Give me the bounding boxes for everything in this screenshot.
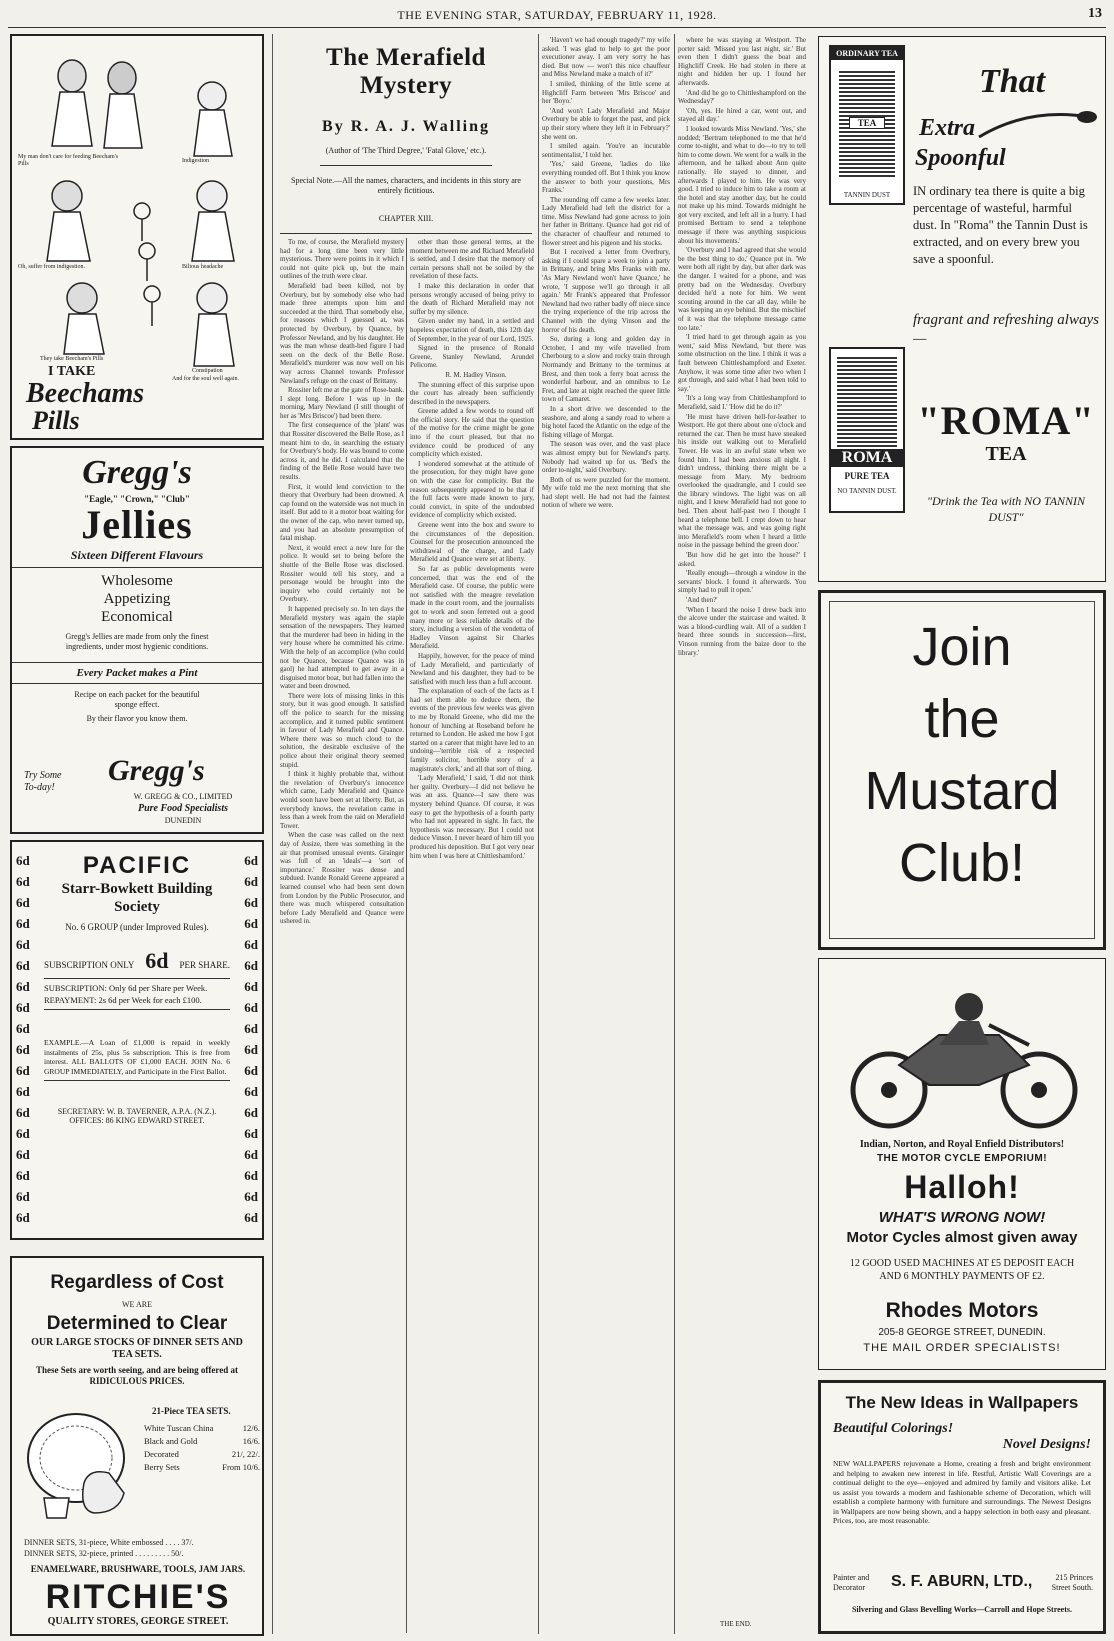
- tea-set-row: Black and Gold 16/6.: [144, 1436, 260, 1446]
- story-column-1: To me, of course, the Merafield mystery had for a long time been very little mysterious. There were points in it which I could not quite pick up, but the main outlines of the truth were clear. Merafield had been killed, not by Overbury, but by somebody else who had made three attempts upon him and succeeded at the third. That somebody else, for reasons which I guessed at, was protected by Overbury, by Quance, by Professor Newland, and by his daughter. He was the man whose death-bed figure I had seen on the deck of the Belle Rose. Merafield's murderer was now well on his way across Channel towards Professor Newland's refuge on the coast of Brittany. Rossiter left me at the gate of Rose-bank. I slept long. Before I was up in the morning, Mary Newland (I still thought of her as 'Mrs Briscoe') had been there. The first consequence of the 'plant' was that Rossiter discovered the Belle Rose, as I meant him to do, in searching the estuary for Overbury's body. He was bound to come across it, and he did. I calculated that the finding of the Belle Rose would have two results. First, it would lend conviction to the theory that Overbury had been drowned. A cap found on the waterside was not much in itself. But add to it a motor boat waiting for the owner of the cap, who never turned up, and you had an absolute presumption of fatal mishap. Next, it would erect a new lure for the police. It would set to being before the shuttle of the Belle Rose was disclosed. Rossiter would tell his story, and a personage would be brought into the inquiry who could certainly not be Overbury. It happened precisely so. In ten days the Merafield mystery was again the staple sensation of the newspapers. They learned that the murderer had been in hiding in the very house where he committed his crime. With the help of an accomplice (who could not be Quance, because Quance was in gaol) he had attempted to get away in a disguised motor boat, but had fallen into the water and been drowned. There were lots of missing links in this story, but it was good enough. It satisfied off the police to search for the missing accomplice, and it turned public sentiment in favour of Lady Merafield and Quance. Where there was so much cloud to the solution, the desirable exclusive of the police about their original theory seemed stupid. I think it highly probable that, without the revelation of Overbury's innocence which came, Lady Merafield and Quance would soon have been set at liberty. But, as everybody knows, the revelation came in less than a week from the raid on Merafield Tower. When the case was called on the next day of Assize, there was something in the air that promised unusual events. Grainger was full of an 'ideals'—a 'sort of importance.' Rossiter was dense and subdued. Ivande Ronald Greene appeared a learned counsel who had been sent down from London by the Public Prosecutor, and there was much whispered consultation before Lady Merafield and Quance were ushered in.: [280, 238, 404, 926]
- header-rule: [8, 27, 1106, 28]
- column-rule: [538, 34, 539, 1634]
- greggs-quality-3: Economical: [101, 609, 173, 625]
- story-column-4: where he was staying at Westport. The porter said: 'Missed you last night, sir.' But even then I didn't guess the boat and Highcliff Creek. He had stolen in there at night and hidden her up. I found her afterwards. 'And did he go to Chittleshampford on the Wednesday?' 'Oh, yes. He hired a car, went out, and stayed all day.' I looked towards Miss Newland. 'Yes,' she nodded; 'Bertram telephoned to me that he'd come to-night, and what to do—to try to tell him to come down. We went for a walk in the afternoon, and he talked about Ann quite rationally. He stayed to dinner, and afterwards I played to him. He was very good. I tried to induce him to take a room at the hotel and stay another day, but he could not make up his mind. Towards midnight he got very excited, and left all in a hurry. I had promised Bertram to send a telephone message if there was anything suspicious about his movements.' 'Overbury and I had agreed that she would be the best thing to do,' Quance put in. 'We were both all right by day, but after dark was the danger. I waited for a phone, and was pretty bad on the Wednesday. Overbury decided he'd a note for him. We went scouting around in the car all day, while he was keeping an eye behind. But the mischief of it was that the telephone message came too late.' 'I tried hard to get through again as you went,' said Miss Newland, 'but there was some obstruction on the line. I think it was a fault between Chittleshampford and Exeter. Anyhow, it was some time after two when I got through, and said what I had been told to say.' 'It's a long way from Chittleshampford to Merafield, said I.' 'How did he do it?' 'He must have driven hell-for-leather to Westport. He got there about one o'clock and returned the car. Then he must have sneaked his inside out walking out to Merafield Tower. He was in an awful state when we found him. I had been anxious all night. I didn't undress, thinking there might be a message from Mary. My bedroom overlooked the quadrangle, and I could see the library windows. The light was on all night, and I knew Merafield had not gone to bed. Then about half-past two I thought I heard a telephone bell. I crept down to hear what the message was, and was going right into Merafield's room when I heard a little noise in the passage behind the green door.' 'But how did he get into the house?' I asked. 'Really enough—through a window in the servants' block. I found it afterwards. You simply had to pull it open.' 'And then?' 'When I heard the noise I drew back into the alcove under the staircase and waited. It was a blood-curdling wait. All of a sudden I heard three sounds in succession—first, Vinson running from the baize door to the library.': [678, 36, 806, 657]
- sixd-mark: 6d: [244, 1000, 258, 1015]
- sixd-mark: 6d: [16, 1042, 30, 1057]
- beechams-slogan-3: Pills: [32, 406, 80, 435]
- mustard-line-1: Join: [912, 617, 1012, 677]
- sixd-mark: 6d: [16, 1126, 30, 1141]
- rhodes-distributors: Indian, Norton, and Royal Enfield Distributors!: [859, 1139, 1065, 1150]
- greggs-try-1: Try Some: [24, 770, 62, 781]
- pacific-sub-unit: PER SHARE.: [179, 960, 230, 970]
- sixd-mark: 6d: [16, 1063, 30, 1078]
- tea-set-illustration: [24, 1398, 140, 1528]
- sixd-mark: 6d: [16, 916, 30, 931]
- pack-stripes: [837, 355, 897, 447]
- ordinary-pack-tannin: TANNIN DUST: [843, 191, 891, 199]
- beechams-caption-1: My man don't care for feeding Beecham's Pills: [18, 154, 119, 167]
- greggs-specialists: Pure Food Specialists: [137, 803, 228, 814]
- pacific-subscription-row: [44, 948, 230, 974]
- motorcycle-illustration: [839, 965, 1085, 1135]
- story-column-2: other than those general terms, at the moment between me and Richard Merafield is settled, and I desire that the memory of certain persons shall not be soiled by the revelation of these facts. I make this declaration in order that persons wrongly accused of being privy to the death of Richard Merafield may not suffer by my silence. Given under my hand, in a settled and hopeless expectation of death, this 12th day of September, in the year of our Lord, 1925. Signed in the presence of Ronald Greene, Stanley Newland, Arundel Pelicome. R. M. Hadley Vinson. The stunning effect of this surprise upon the court has already been sufficiently described in the newspapers. Greene added a few words to round off the official story. He said that the question of the motive for the crime might be gone into if the court pleased, but that no evidence could be produced of any complicity which existed. I wondered somewhat at the attitude of the prosecution, for they might have gone on with the case for complicity. But the reason subsequently appeared to be that if the full facts were made known to jury, could convict, in spite of the undoubted evidence of complicity which existed. Greene went into the box and swore to the circumstances of the deposition. Counsel for the prosecution announced the withdrawal of the charge, and Lady Merafield and Quance were set at liberty. So far as public developments were concerned, that was the end of the Merafield case. Of course, the public were not satisfied with the meagre revelation made in the court room, and the journalists got to work and soon ferreted out a good many more or less reliable details of the story, including a version of the vendetta of Hadley Vinson against Sir Charles Merafield. Happily, however, for the peace of mind of Lady Merafield, and particularly of Newland and his daughter, they had to be satisfied with much less than a full account. The explanation of each of the facts as I had set them able to deduce them, the events of the previous few weeks was given to me by Ronald Greene, who did me the honour of lunching at Roseband before he returned to London. He asked me how I got started on a career that might have led to an undoing—'terrible risk of a respected family solicitor, horrible story of a magistrate's clerk,' and all that sort of thing. 'Lady Merafield,' I said, 'I did not think her guilty. Overbury—I did not believe he was an ass. Quance—I saw there was mystery behind Quance. Of course, it was easy to get the hypothesis of a fourth party who had not appeared in sight. In fact, the hypothesis was necessary. But I could not deduce Vinson. I never heard of him till you produced his deposition. But I got very near him when I was here at Chittleshamford.': [410, 238, 534, 860]
- pacific-group: No. 6 GROUP (under Improved Rules).: [65, 922, 209, 932]
- story-special-note: Special Note.—All the names, characters, and incidents in this story are entirely fictitious.: [291, 176, 521, 195]
- page-number: 13: [1088, 6, 1102, 21]
- ritchies-stores: QUALITY STORES, GEORGE STREET.: [47, 1616, 229, 1627]
- tea-set-row: White Tuscan China 12/6.: [144, 1423, 260, 1433]
- column-rule: [272, 34, 273, 1634]
- rhodes-mail: THE MAIL ORDER SPECIALISTS!: [863, 1342, 1061, 1354]
- beechams-slogan-2: Beechams: [26, 378, 145, 409]
- greggs-quality-1: Wholesome: [101, 573, 173, 589]
- pacific-sub-value: 6d: [145, 948, 169, 973]
- ritchies-headline-2: Determined to Clear: [46, 1313, 228, 1334]
- beechams-slogan-1: I TAKE: [48, 364, 96, 379]
- sixd-mark: 6d: [16, 937, 30, 952]
- sixd-mark: 6d: [16, 1189, 30, 1204]
- mustard-line-3: Mustard: [864, 761, 1060, 821]
- sixd-mark: 6d: [16, 1000, 30, 1015]
- greggs-try-2: To-day!: [24, 782, 55, 793]
- sixd-mark: 6d: [16, 1147, 30, 1162]
- pacific-society: Starr-Bowkett Building Society: [61, 881, 213, 915]
- greggs-quality-2: Appetizing: [103, 591, 171, 607]
- sixd-mark: 6d: [16, 979, 30, 994]
- sixd-mark: 6d: [244, 874, 258, 889]
- roma-brand: "ROMA": [917, 398, 1095, 443]
- sixd-mark: 6d: [244, 895, 258, 910]
- beechams-caption-5: They take Beecham's Pills: [40, 356, 104, 362]
- greggs-flavours: Sixteen Different Flavours: [70, 548, 204, 562]
- sixd-mark: 6d: [244, 958, 258, 973]
- dinner-sets-line-1: DINNER SETS, 31-piece, White embossed . . . . 37/.: [24, 1538, 194, 1547]
- story-heading-box: [280, 36, 532, 234]
- pacific-sub-label: SUBSCRIPTION ONLY: [44, 960, 135, 970]
- greggs-ad: [10, 446, 264, 834]
- dinner-sets-line-2: DINNER SETS, 32-piece, printed . . . . . . . . . 50/.: [24, 1549, 184, 1558]
- ritchies-we-are: WE ARE: [122, 1300, 152, 1309]
- rhodes-address: 205-8 GEORGE STREET, DUNEDIN.: [878, 1327, 1046, 1338]
- greggs-company: W. GREGG & CO., LIMITED: [133, 792, 233, 801]
- tea-sets-list: [144, 1422, 260, 1474]
- beechams-caption-2: Indigestion: [182, 158, 209, 164]
- pacific-left-6d-column: [16, 850, 42, 1228]
- pacific-divider: [44, 978, 230, 979]
- roma-that: That: [979, 63, 1046, 100]
- roma-pack-pure: PURE TEA: [844, 471, 890, 481]
- tea-sets-title: 21-Piece TEA SETS.: [152, 1406, 231, 1416]
- pacific-right-6d-column: [232, 850, 258, 1228]
- roma-pack-tannin: NO TANNIN DUST.: [837, 487, 897, 495]
- tea-set-row: Decorated 21/, 22/.: [144, 1449, 260, 1459]
- pacific-example: EXAMPLE.—A Loan of £1,000 is repaid in weekly instalments of 25s, plus 5s subscription. This is free from interest. ALL BALLOTS OF £1,000 EACH. JOIN No. 6 GROUP IMMEDIATELY, and Participate in the First Ballot.: [44, 1038, 230, 1076]
- tea-set-row: Berry Sets From 10/6.: [144, 1462, 260, 1472]
- sixd-mark: 6d: [244, 853, 258, 868]
- roma-tea-pack: [829, 347, 905, 513]
- story-divider: [320, 165, 492, 166]
- aburn-colorings: Beautiful Colorings!: [833, 1421, 954, 1436]
- sixd-mark: 6d: [244, 1189, 258, 1204]
- beechams-caption-4: Bilious headache: [182, 264, 224, 270]
- pacific-offices: OFFICES: 86 KING EDWARD STREET.: [69, 1116, 205, 1125]
- beechams-caption-3: Oh, suffer from indigestion.: [18, 264, 86, 270]
- greggs-divider: [12, 567, 262, 568]
- aburn-designs: Novel Designs!: [1002, 1437, 1091, 1452]
- sixd-mark: 6d: [16, 1084, 30, 1099]
- sixd-mark: 6d: [244, 1063, 258, 1078]
- greggs-brand: Gregg's: [82, 454, 192, 491]
- aburn-footer: Silvering and Glass Bevelling Works—Carroll and Hope Streets.: [851, 1605, 1073, 1614]
- rhodes-name: Rhodes Motors: [885, 1299, 1039, 1322]
- story-chapter: CHAPTER XIII.: [378, 214, 434, 223]
- sixd-mark: 6d: [16, 1021, 30, 1036]
- greggs-recipe: Recipe on each packet for the beautiful sponge effect.: [74, 690, 200, 709]
- mustard-line-2: the: [924, 689, 1000, 749]
- rhodes-used: 12 GOOD USED MACHINES AT £5 DEPOSIT EACH AND 6 MONTHLY PAYMENTS OF £2.: [849, 1258, 1075, 1282]
- aburn-body: NEW WALLPAPERS rejuvenate a Home, creating a fresh and bright environment and helping to awaken new interest in life. Restful, Artistic Wall Coverings are a continual delight to the eye—enjoyed and admired by family and visitors alike. Let us assist you towards a modern and fashionable scheme of Decoration, which will establish a complete harmony with furniture and surroundings. The Newest Designs in Wallpapers are now being shown, and a happy selection in both easy and pleasant. Prices, too, are most reasonable.: [833, 1459, 1091, 1525]
- page-header: [0, 0, 1114, 30]
- sixd-mark: 6d: [244, 1105, 258, 1120]
- greggs-products: "Eagle," "Crown," "Club": [84, 494, 190, 504]
- greggs-flavor-note: By their flavor you know them.: [86, 714, 188, 723]
- roma-body: IN ordinary tea there is quite a big percentage of wasteful, harmful dust. In "Roma" the Tannin Dust is extracted, and on every brew you save a spoonful.: [913, 184, 1088, 266]
- column-rule: [674, 34, 675, 1634]
- pacific-ad: [10, 840, 264, 1240]
- sixd-mark: 6d: [244, 916, 258, 931]
- story-end: THE END.: [720, 1620, 752, 1628]
- ritchies-ad: [10, 1256, 264, 1636]
- sixd-mark: 6d: [244, 1126, 258, 1141]
- sixd-mark: 6d: [16, 1105, 30, 1120]
- aburn-title: The New Ideas in Wallpapers: [845, 1393, 1079, 1412]
- aburn-trade: Painter and Decorator: [833, 1573, 870, 1592]
- sixd-mark: 6d: [244, 1084, 258, 1099]
- mustard-line-4: Club!: [898, 833, 1026, 893]
- greggs-body: Gregg's Jellies are made from only the finest ingredients, under most hygienic conditions.: [65, 632, 209, 651]
- greggs-signature: Gregg's: [108, 754, 205, 787]
- beechams-ad: [10, 34, 264, 440]
- ritchies-enamelware: ENAMELWARE, BRUSHWARE, TOOLS, JAM JARS.: [30, 1564, 246, 1574]
- rhodes-emporium: THE MOTOR CYCLE EMPORIUM!: [876, 1153, 1048, 1164]
- pacific-sub-detail: SUBSCRIPTION: Only 6d per Share per Week.: [44, 983, 208, 993]
- pacific-repayment: REPAYMENT: 2s 6d per Week for each £100.: [44, 995, 202, 1005]
- rhodes-wrong: WHAT'S WRONG NOW!: [878, 1209, 1046, 1226]
- roma-brand-tea: TEA: [985, 443, 1027, 465]
- sixd-mark: 6d: [16, 853, 30, 868]
- roma-tagline: fragrant and refreshing always—: [913, 312, 1099, 347]
- pacific-divider-3: [44, 1080, 230, 1081]
- newspaper-title: THE EVENING STAR, SATURDAY, FEBRUARY 11, 1928.: [397, 8, 717, 22]
- sixd-mark: 6d: [244, 1147, 258, 1162]
- pacific-secretary: SECRETARY: W. B. TAVERNER, A.P.A. (N.Z.).: [57, 1107, 217, 1116]
- roma-extra: Extra: [919, 115, 976, 141]
- spoon-icon: [969, 97, 1099, 157]
- sixd-mark: 6d: [244, 1210, 258, 1225]
- sixd-mark: 6d: [16, 895, 30, 910]
- sixd-mark: 6d: [244, 937, 258, 952]
- rhodes-motors-ad: [818, 958, 1106, 1370]
- greggs-divider-3: [12, 683, 262, 684]
- pacific-name: PACIFIC: [82, 852, 192, 879]
- ordinary-tea-label: ORDINARY TEA: [831, 47, 903, 60]
- ordinary-tea-pack: [829, 45, 905, 205]
- sixd-mark: 6d: [244, 1042, 258, 1057]
- ritchies-headline-1: Regardless of Cost: [50, 1272, 224, 1293]
- story-author-note: (Author of 'The Third Degree,' 'Fatal Glove,' etc.).: [325, 146, 487, 155]
- story-byline: By R. A. J. Walling: [322, 118, 490, 135]
- story-column-3: 'Haven't we had enough tragedy?' my wife asked. 'I was glad to help to get the poor executioner away. I am very sorry he has died. But now — won't this nice chauffeur and Miss Newland make a match of it?' I smiled, thinking of the little scene at Highcliff Farm between 'Mrs Briscoe' and her 'Boyo.' 'And won't Lady Merafield and Major Overbury be able to forget the past, and pick up their story where they left it in February?' she went on. I smiled again. 'You're an incurable sentimentalist,' I told her. 'Yes,' said Greene, 'ladies do like everything rounded off. But I think you know the answer to both your questions, Mrs Franks.' The rounding off came a few weeks later. Lady Merafield had left the district for a time. Miss Newland had gone across to join her father in Brittany. Quance had got rid of the character of chauffeur and returned to flower street and his pigeon and his stocks. But I received a letter from Overbury, asking if I could spare a week to join a party in Brittany, and bring Mrs Franks with me. 'As Mary Newland won't have Quance,' he wrote, 'I suppose we'll go through it all again.' Mr Frank's appeared that Professor Newland had two rather badly off niece since the trying experience of the trip across the Channel with the dying Vinson and the horror of his death. So, during a long and golden day in October, I and my wife travelled from Cherbourg to a slow and rocky train through Normandy and Brittany to the terminus at Brest, and then took a ferry boat across the wonderful harbour, and an omnibus to Le Fret, and late at night reached the queer little town of Camaret. In a short drive we descended to the seashore, and along a sandy road to where a big hotel faced the Atlantic on the edge of the fishing village of Morgat. The season was over, and the vast place was almost empty but for Newland's party. Nobody had waited up for us. 'Bed's the order to-night,' said Overbury. Both of us were puzzled for the moment. My wife told me the next morning that she had slept well. He had not had the faintest notion of where we were.: [542, 36, 670, 510]
- sixd-mark: 6d: [244, 1168, 258, 1183]
- greggs-divider-2: [12, 662, 262, 663]
- aburn-address: 215 Princes Street South.: [1051, 1573, 1093, 1592]
- roma-drink: "Drink the Tea with NO TANNIN DUST": [926, 494, 1086, 524]
- beechams-caption-7: And for the soul well again.: [172, 376, 239, 382]
- ordinary-pack-tea: TEA: [849, 117, 885, 129]
- sixd-mark: 6d: [244, 979, 258, 994]
- beechams-caption-6: Constipation: [192, 368, 223, 374]
- rhodes-given: Motor Cycles almost given away: [846, 1229, 1078, 1246]
- rhodes-halloh: Halloh!: [904, 1169, 1020, 1205]
- pacific-divider-2: [44, 1009, 230, 1010]
- roma-pack-name: ROMA: [831, 449, 903, 467]
- greggs-city: DUNEDIN: [164, 816, 202, 825]
- story-title: The Merafield Mystery: [326, 44, 486, 99]
- sixd-mark: 6d: [16, 1210, 30, 1225]
- aburn-wallpaper-ad: [818, 1380, 1106, 1634]
- sixd-mark: 6d: [16, 1168, 30, 1183]
- column-rule: [406, 238, 407, 1633]
- greggs-headline: Jellies: [81, 502, 193, 547]
- sixd-mark: 6d: [16, 874, 30, 889]
- aburn-name: S. F. ABURN, LTD.,: [891, 1573, 1033, 1590]
- roma-tea-ad: [818, 36, 1106, 582]
- ritchies-stocks: OUR LARGE STOCKS OF DINNER SETS AND TEA SETS.: [31, 1337, 243, 1360]
- sixd-mark: 6d: [244, 1021, 258, 1036]
- roma-spoonful: Spoonful: [915, 145, 1006, 171]
- mustard-club-ad: [818, 590, 1106, 950]
- ritchies-worth: These Sets are worth seeing, and are being offered at RIDICULOUS PRICES.: [36, 1365, 238, 1386]
- ritchies-name: RITCHIE'S: [45, 1578, 231, 1616]
- sixd-mark: 6d: [16, 958, 30, 973]
- greggs-pint: Every Packet makes a Pint: [76, 667, 198, 679]
